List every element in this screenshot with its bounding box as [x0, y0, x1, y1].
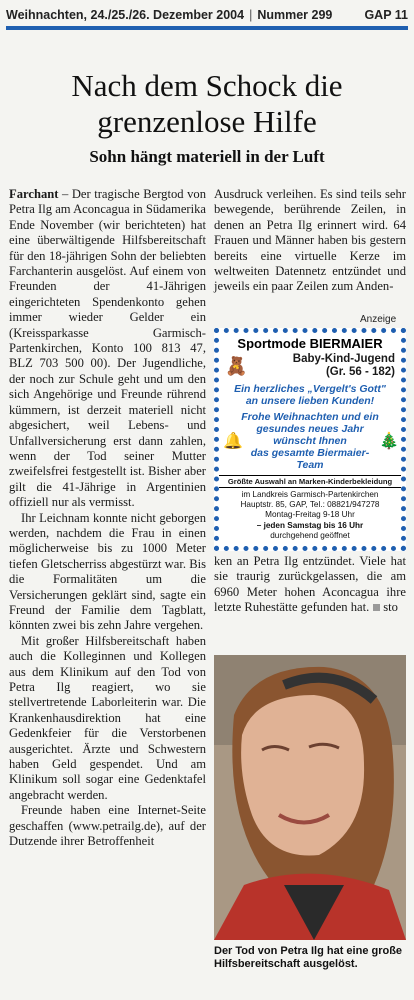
ad-size-range: Baby-Kind-Jugend (Gr. 56 - 182): [292, 353, 395, 378]
article-column-2-top: Ausdruck verleihen. Es sind teils sehr bewegende, berührende Zeilen, in denen an Petra Ilg erinnert wird. 64 Frauen und Männer haben bis gestern bereits eine virtuelle Kerze im weltweiten Datennetz entzündet und jeweils ein paar Zeilen zum Anden-: [214, 187, 406, 294]
header-separator: |: [249, 8, 253, 22]
toys-illustration-icon: 🧸: [225, 355, 248, 376]
subheadline: Sohn hängt materiell in der Luft: [89, 147, 325, 166]
paragraph-2: Ihr Leichnam konnte nicht geborgen werden, nachdem die Frau in einen möglicherweise bis zu 1000 Meter tiefen Gletscherriss abgestürzt war. Bis die Formalitäten um die Versicherungen geklärt sind, sagte ein Freund der Familie dem Tagblatt, könnten zwei bis zehn Jahre vergehen.: [9, 510, 206, 633]
paragraph-1: Farchant – Der tragische Bergtod von Petra Ilg am Aconcagua in Südamerika Ende November (wir berichteten) hat eine überwältigende Hilfsbereitschaft für den 18-jährigen Sohn der beliebten Farchanterin ausgelöst. Auf einem von Freunden der 41-Jährigen eingerichteten Spendenkonto gehen immer wieder Gelder ein (Kreissparkasse Garmisch-Partenkirchen, Konto 100 813 47, BLZ 703 500 00). Der Jugendliche, der noch zur Schule geht und um den sich Angehörige und Freunde rührend kümmern, ist derzeit materiell nicht abgesichert, weil Lebens- und Unfallversicherung erst dann zahlen, wenn der Tod seiner Mutter zweifelsfrei festgestellt ist. Bisher aber gilt die 41-Jährige in Argentinien offiziell nur als vermisst.: [9, 187, 206, 510]
ornament-icon: 🎄: [379, 433, 399, 450]
headline: Nach dem Schock die grenzenlose Hilfe: [71, 68, 343, 139]
ad-greeting: Frohe Weihnachten und ein gesundes neues Jahr wünscht Ihnen das gesamte Biermaier-Team: [241, 411, 379, 471]
ad-brand: Sportmode BIERMAIER: [237, 336, 383, 351]
end-mark-icon: [373, 604, 380, 611]
paragraph-3: Mit großer Hilfsbereitschaft haben auch die Kolleginnen und Kollegen aus dem Klinikum auf den Tod von Petra Ilg reagiert, wo sie stellvertretende Laborleiterin war. Die Krankenhausdirektion hat eine Gedenkfeier für die Verstorbenen ausgerichtet. Ärzte und Schwestern haben Geld gespendet. Und am Klinikum soll sogar eine Gedenktafel angebracht werden.: [9, 633, 206, 802]
article-column-2-bottom: ken an Petra Ilg entzündet. Viele hat sie traurig zurückgelassen, die am 6960 Meter hohen Aconcagua ihre letzte Ruhestätte gefunden hat. sto: [214, 554, 406, 615]
page-header: [6, 4, 408, 26]
author-initials: sto: [383, 600, 398, 615]
paragraph-4: Freunde haben eine Internet-Seite geschaffen (www.petrailg.de), auf der Dutzende ihrer Betroffenheit: [9, 803, 206, 849]
portrait-photo: [214, 655, 406, 940]
dateline: Farchant: [9, 187, 59, 201]
header-rule: [6, 26, 408, 30]
issue-date: Weihnachten, 24./25./26. Dezember 2004: [6, 8, 245, 22]
article-column-1: [9, 187, 206, 849]
advertisement[interactable]: [214, 328, 406, 551]
photo-caption: Der Tod von Petra Ilg hat eine große Hilfsbereitschaft ausgelöst.: [214, 945, 403, 970]
page-number: GAP 11: [364, 8, 408, 22]
bell-icon: 🔔: [223, 433, 243, 450]
ad-thanks: Ein herzliches „Vergelt's Gott" an unsere lieben Kunden!: [234, 383, 386, 407]
ad-address: im Landkreis Garmisch-Partenkirchen Hauptstr. 85, GAP, Tel.: 08821/947278 Montag-Freitag 9-18 Uhr – jeden Samstag bis 16 Uhr durchgehend geöffnet: [240, 490, 380, 540]
portrait-illustration: [214, 655, 406, 940]
ad-label: Anzeige: [360, 314, 397, 325]
ad-assortment: Größte Auswahl an Marken-Kinderbekleidung: [219, 475, 401, 488]
issue-number: Nummer 299: [257, 8, 333, 22]
